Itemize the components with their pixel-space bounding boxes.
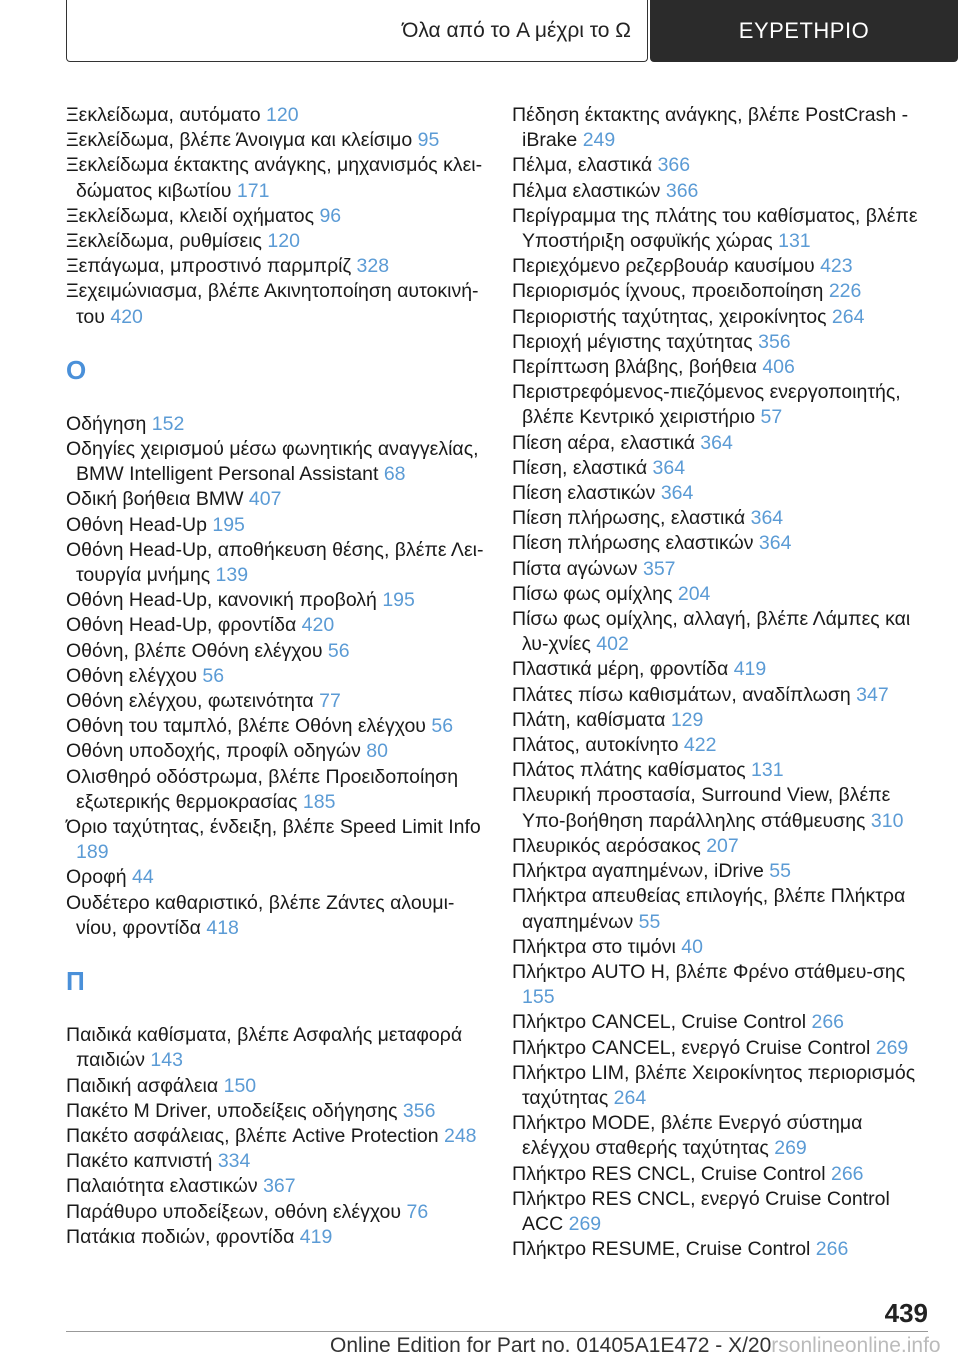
index-entry-text: Πίεση πλήρωσης, ελαστικά xyxy=(512,507,746,530)
index-entry xyxy=(512,103,932,153)
index-entry-text: Περιορισμός ίχνους, προειδοποίηση xyxy=(512,280,824,303)
index-entry-text: Ξεκλείδωμα, βλέπε Άνοιγμα και κλείσιμο xyxy=(66,129,413,152)
index-entry xyxy=(512,960,932,1010)
index-entry-text: Πίεση πλήρωσης ελαστικών xyxy=(512,532,754,555)
index-page-link[interactable]: 207 xyxy=(706,834,739,857)
index-entry-text: Οθόνη Head-Up, φροντίδα xyxy=(66,614,297,637)
index-entry xyxy=(66,437,486,487)
index-entry-text: Πλήκτρο LIM, βλέπε Χειροκίνητος περιορισμός ταχύτητας xyxy=(512,1061,916,1109)
index-entry-text: Πλευρικός αερόσακος xyxy=(512,834,701,857)
index-entry xyxy=(512,683,932,708)
index-page-link[interactable]: 264 xyxy=(831,305,865,328)
index-page-link[interactable]: 131 xyxy=(778,230,811,253)
index-entry-text: Παιδική ασφάλεια xyxy=(66,1074,219,1097)
index-letter-heading: Π xyxy=(66,966,85,997)
index-page-link[interactable]: 120 xyxy=(267,230,300,253)
index-page-link[interactable]: 96 xyxy=(319,204,342,227)
index-entry-text: Ξεκλείδωμα, ρυθμίσεις xyxy=(66,230,262,253)
index-page-link[interactable]: 189 xyxy=(76,841,109,864)
index-page-link[interactable]: 406 xyxy=(762,356,795,379)
index-entry-text: Περιοχή μέγιστης ταχύτητας xyxy=(512,330,753,353)
index-entry xyxy=(512,179,932,204)
index-column-right xyxy=(512,103,932,1262)
index-page-link[interactable]: 55 xyxy=(638,910,661,933)
index-page-link[interactable]: 155 xyxy=(522,986,555,1009)
index-entry-text: Πίσω φως ομίχλης, αλλαγή, βλέπε Λάμπες και λυ‐χνίες xyxy=(512,608,911,656)
index-entry-text: Πλάτος, αυτοκίνητο xyxy=(512,734,679,757)
index-entry xyxy=(512,481,932,506)
index-entry xyxy=(66,487,486,512)
index-page-link[interactable]: 40 xyxy=(681,935,703,958)
index-entry xyxy=(66,1099,486,1124)
index-entry xyxy=(512,506,932,531)
index-page-link[interactable]: 347 xyxy=(856,683,889,706)
index-entry-text: Οθόνη ελέγχου xyxy=(66,664,197,687)
index-page-link[interactable]: 226 xyxy=(828,280,862,303)
index-entry-text: Ξεπάγωμα, μπροστινό παρμπρίζ xyxy=(66,255,352,278)
index-entry-text: Πακέτο ασφάλειας, βλέπε Active Protection xyxy=(66,1124,439,1147)
index-letter-heading: Ο xyxy=(66,354,87,385)
index-page-link[interactable]: 266 xyxy=(830,1162,864,1185)
index-entry xyxy=(512,153,932,178)
index-entry-text: Πλάτος πλάτης καθίσματος xyxy=(512,759,746,782)
index-entry-text: Πλήκτρο RES CNCL, ενεργό Cruise Control ACC xyxy=(512,1187,890,1235)
index-entry-text: Παράθυρο υποδείξεων, οθόνη ελέγχου xyxy=(66,1200,402,1223)
index-page-link[interactable]: 129 xyxy=(670,708,704,731)
index-page-link[interactable]: 139 xyxy=(215,564,249,587)
index-entry-text: Πίεση ελαστικών xyxy=(512,482,656,505)
index-page-link[interactable]: 143 xyxy=(150,1049,183,1072)
index-entry-text: Οδική βοήθεια BMW xyxy=(66,488,244,511)
index-page-link[interactable]: 310 xyxy=(870,809,904,832)
index-page-link[interactable]: 356 xyxy=(758,330,791,353)
index-entry xyxy=(512,456,932,481)
index-entry xyxy=(66,103,486,128)
index-entry-text: Πλάτη, καθίσματα xyxy=(512,708,666,731)
index-entry-text: Πλήκτρο CANCEL, ενεργό Cruise Control xyxy=(512,1036,871,1059)
index-entry-text: Πλήκτρο CANCEL, Cruise Control xyxy=(512,1011,807,1034)
index-entry xyxy=(66,865,486,890)
index-entry-text: Οθόνη του ταμπλό, βλέπε Οθόνη ελέγχου xyxy=(66,715,426,738)
index-entry xyxy=(66,128,486,153)
index-entry-text: Πλήκτρα αγαπημένων, iDrive xyxy=(512,860,764,883)
index-entry-text: Πακέτο καπνιστή xyxy=(66,1150,213,1173)
index-entry-text: Ξεκλείδωμα, κλειδί οχήματος xyxy=(66,204,315,227)
index-entry-text: Πατάκια ποδιών, φροντίδα xyxy=(66,1225,295,1248)
section-title-text: Όλα από το A μέχρι το Ω xyxy=(402,18,631,42)
index-entry-text: Πλήκτρο RESUME, Cruise Control xyxy=(512,1238,811,1261)
index-entry-text: Πλήκτρα απευθείας επιλογής, βλέπε Πλήκτρα αγαπημένων xyxy=(512,885,906,933)
index-page-link[interactable]: 76 xyxy=(406,1200,429,1223)
index-entry xyxy=(66,664,486,689)
index-entry xyxy=(512,1061,932,1111)
index-page-link[interactable]: 68 xyxy=(383,463,406,486)
index-page-link[interactable]: 195 xyxy=(382,589,415,612)
index-entry xyxy=(66,588,486,613)
index-entry-text: Πλευρική προστασία, Surround View, βλέπε Υπο‐βοήθηση παράλληλης στάθμευσης xyxy=(512,784,891,832)
index-page-link[interactable]: 364 xyxy=(652,456,686,479)
index-entry xyxy=(66,1023,486,1073)
index-entry-text: Ουδέτερο καθαριστικό, βλέπε Ζάντες αλουμι‐νίου, φροντίδα xyxy=(66,891,455,939)
index-entry xyxy=(512,1010,932,1035)
index-entry-text: Ξεχειμώνιασμα, βλέπε Ακινητοποίηση αυτοκινή‐του xyxy=(66,280,479,328)
index-page-link[interactable]: 77 xyxy=(319,690,341,713)
index-entry xyxy=(512,279,932,304)
index-entry xyxy=(512,330,932,355)
index-entry-text: Περίγραμμα της πλάτης του καθίσματος, βλέπε Υποστήριξη οσφυϊκής χώρας xyxy=(512,204,918,253)
index-entry xyxy=(66,204,486,229)
index-page-link[interactable]: 367 xyxy=(263,1175,296,1198)
index-page-link[interactable]: 356 xyxy=(402,1099,436,1122)
index-entry xyxy=(512,884,932,934)
index-page-link[interactable]: 56 xyxy=(431,715,454,738)
index-entry xyxy=(512,1036,932,1061)
footer-edition: Online Edition for Part no. 01405A1E472 - X/20 xyxy=(330,1334,772,1357)
index-entry-text: Πίστα αγώνων xyxy=(512,557,638,580)
index-entry-text: Οδήγηση xyxy=(66,412,147,435)
index-entry xyxy=(512,531,932,556)
index-entry xyxy=(66,153,486,203)
index-page-link[interactable]: 269 xyxy=(875,1036,909,1059)
index-entry-text: Περίπτωση βλάβης, βοήθεια xyxy=(512,356,757,379)
index-entry-text: Πίεση, ελαστικά xyxy=(512,456,648,479)
index-page-link[interactable]: 266 xyxy=(815,1238,849,1261)
index-entry-text: Παλαιότητα ελαστικών xyxy=(66,1175,258,1198)
index-entry xyxy=(66,1225,486,1250)
index-page-link[interactable]: 264 xyxy=(613,1086,647,1109)
index-page-link[interactable]: 95 xyxy=(417,129,440,152)
index-entry xyxy=(66,229,486,254)
index-entry xyxy=(512,1187,932,1237)
index-entry xyxy=(512,355,932,380)
footer-divider xyxy=(66,1331,928,1332)
index-entry-text: Οθόνη Head-Up, κανονική προβολή xyxy=(66,589,377,612)
index-tab-label: ΕΥΡΕΤΗΡΙΟ xyxy=(738,18,870,43)
index-entry xyxy=(66,815,486,865)
index-entry-text: Πλήκτρο AUTO H, βλέπε Φρένο στάθμευ‐σης xyxy=(512,960,906,983)
index-entry xyxy=(512,582,932,607)
page-number: 439 xyxy=(884,1298,928,1328)
index-entry xyxy=(66,689,486,714)
index-page-link[interactable]: 328 xyxy=(356,255,390,278)
index-entry-text: Οδηγίες χειρισμού μέσω φωνητικής αναγγελίας, BMW Intelligent Personal Assistant xyxy=(66,438,479,486)
index-entry xyxy=(512,557,932,582)
index-page-link[interactable]: 419 xyxy=(733,658,767,681)
index-page-link[interactable]: 80 xyxy=(366,740,388,763)
index-entry xyxy=(512,254,932,279)
index-entry-text: Ξεκλείδωμα, αυτόματο xyxy=(66,104,261,126)
index-entry xyxy=(66,1200,486,1225)
index-entry-text: Πέδηση έκτακτης ανάγκης, βλέπε PostCrash - iBrake xyxy=(512,104,909,152)
index-page-link[interactable]: 269 xyxy=(774,1137,807,1160)
index-page-link[interactable]: 422 xyxy=(683,734,717,757)
index-column-left xyxy=(66,103,486,1250)
index-page-link[interactable]: 366 xyxy=(657,154,691,177)
index-entry xyxy=(66,739,486,764)
index-entry xyxy=(66,891,486,941)
index-entry-text: Ολισθηρό οδόστρωμα, βλέπε Προειδοποίηση εξωτερικής θερμοκρασίας xyxy=(66,765,459,813)
index-entry xyxy=(66,412,486,437)
index-entry xyxy=(66,1149,486,1174)
index-entry xyxy=(512,1162,932,1187)
index-page-link[interactable]: 55 xyxy=(769,860,791,883)
index-page-link[interactable]: 249 xyxy=(582,129,616,152)
index-entry-text: Όριο ταχύτητας, ένδειξη, βλέπε Speed Limit Info xyxy=(66,816,481,839)
index-entry xyxy=(512,431,932,456)
index-entry xyxy=(512,783,932,833)
index-page-link[interactable]: 56 xyxy=(327,639,350,662)
index-entry-text: Πέλμα ελαστικών xyxy=(512,179,661,202)
index-page-link[interactable]: 152 xyxy=(151,412,185,435)
index-entry xyxy=(66,254,486,279)
index-entry-text: Οθόνη Head-Up xyxy=(66,513,207,536)
index-page-link[interactable]: 204 xyxy=(677,582,711,605)
index-entry xyxy=(512,657,932,682)
index-entry-text: Περιστρεφόμενος-πιεζόμενος ενεργοποιητής, βλέπε Κεντρικό χειριστήριο xyxy=(512,381,901,429)
index-entry-text: Περιεχόμενο ρεζερβουάρ καυσίμου xyxy=(512,255,815,278)
index-entry-text: Οθόνη Head-Up, αποθήκευση θέσης, βλέπε Λει‐τουργία μνήμης xyxy=(66,538,484,587)
index-page-link[interactable]: 44 xyxy=(132,866,154,889)
index-entry xyxy=(66,279,486,329)
index-entry-text: Πλήκτρο RES CNCL, Cruise Control xyxy=(512,1162,826,1185)
index-entry xyxy=(512,1111,932,1161)
index-page-link[interactable]: 56 xyxy=(202,664,225,687)
index-entry xyxy=(512,380,932,430)
index-page-link[interactable]: 407 xyxy=(248,488,282,511)
index-page-link[interactable]: 364 xyxy=(700,431,733,454)
index-page-link[interactable]: 364 xyxy=(758,532,792,555)
index-page-link[interactable]: 266 xyxy=(811,1011,845,1034)
index-entry xyxy=(512,305,932,330)
index-entry-text: Πακέτο M Driver, υποδείξεις οδήγησης xyxy=(66,1099,398,1122)
index-page-link[interactable]: 120 xyxy=(266,104,299,126)
index-entry xyxy=(66,1124,486,1149)
index-page-link[interactable]: 366 xyxy=(665,179,699,202)
index-page-link[interactable]: 150 xyxy=(223,1074,257,1097)
index-entry xyxy=(512,204,932,254)
footer-watermark: rsonlineonline.info xyxy=(771,1334,941,1357)
index-entry xyxy=(512,859,932,884)
section-title xyxy=(66,0,648,62)
index-page-link[interactable]: 418 xyxy=(206,916,239,939)
index-entry-text: Πίεση αέρα, ελαστικά xyxy=(512,431,695,454)
index-entry xyxy=(66,639,486,664)
index-page-link[interactable]: 402 xyxy=(596,633,629,656)
index-page-link[interactable]: 195 xyxy=(212,513,245,536)
index-entry xyxy=(512,733,932,758)
index-entry-text: Οθόνη, βλέπε Οθόνη ελέγχου xyxy=(66,639,323,662)
index-page-link[interactable]: 423 xyxy=(820,255,853,278)
index-page-link[interactable]: 185 xyxy=(302,790,336,813)
index-page-link[interactable]: 364 xyxy=(660,482,694,505)
index-entry xyxy=(66,1174,486,1199)
index-entry xyxy=(512,708,932,733)
index-page-link[interactable]: 334 xyxy=(217,1150,251,1173)
index-entry xyxy=(66,513,486,538)
index-entry xyxy=(66,765,486,815)
index-page-link[interactable]: 131 xyxy=(751,759,784,782)
index-entry xyxy=(66,714,486,739)
index-entry-text: Πέλμα, ελαστικά xyxy=(512,154,653,177)
index-page-link[interactable]: 364 xyxy=(750,507,784,530)
index-page-link[interactable]: 171 xyxy=(236,179,270,202)
index-entry-text: Ξεκλείδωμα έκτακτης ανάγκης, μηχανισμός κλει‐δώματος κιβωτίου xyxy=(66,154,483,202)
index-entry-text: Περιοριστής ταχύτητας, χειροκίνητος xyxy=(512,305,827,328)
index-entry xyxy=(512,935,932,960)
index-page-link[interactable]: 419 xyxy=(299,1225,333,1248)
index-entry-text: Οθόνη υποδοχής, προφίλ οδηγών xyxy=(66,740,361,763)
index-entry-text: Οθόνη ελέγχου, φωτεινότητα xyxy=(66,690,314,713)
index-page-link[interactable]: 420 xyxy=(110,305,143,328)
index-page-link[interactable]: 420 xyxy=(301,614,335,637)
index-entry-text: Πλήκτρα στο τιμόνι xyxy=(512,935,676,958)
index-page-link[interactable]: 57 xyxy=(760,406,783,429)
index-entry-text: Πλήκτρο MODE, βλέπε Ενεργό σύστημα ελέγχου σταθερής ταχύτητας xyxy=(512,1112,863,1160)
index-tab[interactable] xyxy=(650,0,958,62)
index-entry xyxy=(66,1074,486,1099)
index-entry-text: Οροφή xyxy=(66,866,127,889)
page-header xyxy=(66,0,958,64)
index-page-link[interactable]: 248 xyxy=(443,1124,477,1147)
index-entry-text: Πλαστικά μέρη, φροντίδα xyxy=(512,658,729,681)
index-entry-text: Πίσω φως ομίχλης xyxy=(512,582,673,605)
index-page-link[interactable]: 269 xyxy=(568,1212,602,1235)
index-entry xyxy=(66,613,486,638)
index-entry xyxy=(512,758,932,783)
index-entry-text: Παιδικά καθίσματα, βλέπε Ασφαλής μεταφορά παιδιών xyxy=(66,1024,463,1072)
index-entry xyxy=(512,834,932,859)
index-entry-text: Πλάτες πίσω καθισμάτων, αναδίπλωση xyxy=(512,683,851,706)
index-page-link[interactable]: 357 xyxy=(642,557,676,580)
index-entry xyxy=(512,607,932,657)
footer xyxy=(330,1334,941,1358)
index-entry xyxy=(512,1237,932,1262)
index-entry xyxy=(66,538,486,588)
